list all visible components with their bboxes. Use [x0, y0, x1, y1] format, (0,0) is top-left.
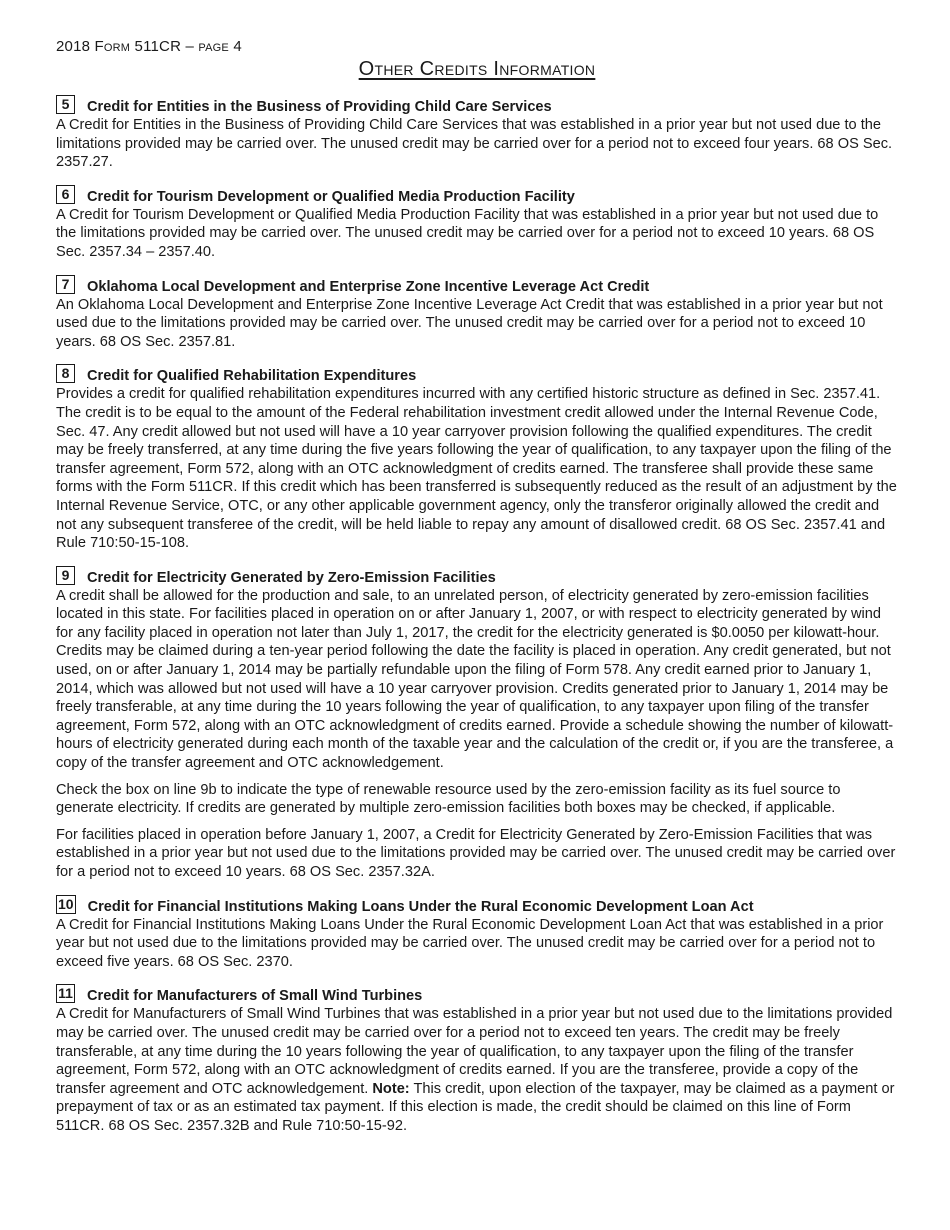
section-11	[56, 981, 898, 1135]
section-title: Credit for Qualified Rehabilitation Expenditures	[87, 368, 417, 385]
section-6	[56, 182, 898, 262]
section-heading	[56, 272, 898, 296]
paragraph-text: A Credit for Manufacturers of Small Wind Turbines that was established in a prior year but not used due to the limitations provided may be carried over. The unused credit may be carried over for a period not to exceed ten years. The credit may be freely transferable, at any time during the 10 years following the year of qualification, to any taxpayer upon the filing of the transfer agreement, Form 572, along with an OTC acknowledgment of credits earned. If you are the transferee, provide a copy of the transfer agreement and OTC acknowledgement.	[56, 1006, 893, 1097]
section-number-box: 9	[56, 566, 75, 585]
section-heading	[56, 92, 898, 116]
note-label: Note:	[372, 1080, 410, 1097]
section-number-box: 11	[56, 984, 75, 1003]
section-heading	[56, 981, 898, 1005]
section-9	[56, 563, 898, 882]
section-paragraph: Check the box on line 9b to indicate the type of renewable resource used by the zero-emission facility as its fuel source to generate electricity. If credits are generated by multiple zero-emission facilities both boxes may be checked, if applicable.	[56, 781, 841, 817]
section-paragraph: A Credit for Tourism Development or Qualified Media Production Facility that was established in a prior year but not used due to the limitations provided may be carried over. The unused credit may be carried over for a period not to exceed 10 years. 68 OS Sec. 2357.34 – 2357.40.	[56, 206, 879, 260]
section-number-box: 10	[58, 895, 74, 912]
section-title: Credit for Tourism Development or Qualified Media Production Facility	[87, 188, 575, 205]
section-title: Oklahoma Local Development and Enterprise Zone Incentive Leverage Act Credit	[87, 278, 650, 295]
section-heading	[56, 182, 898, 206]
section-number-box: 7	[56, 275, 75, 294]
section-number-box: 8	[56, 364, 75, 383]
section-paragraph: For facilities placed in operation before January 1, 2007, a Credit for Electricity Generated by Zero-Emission Facilities that was established in a prior year but not used due to the limitations provided may be carried over. The unused credit may be carried over for a period not to exceed 10 years. 68 OS Sec. 2357.32A.	[56, 826, 896, 880]
page-header	[56, 38, 898, 56]
section-paragraph: A Credit for Entities in the Business of Providing Child Care Services that was established in a prior year but not used due to the limitations provided may be carried over. The unused credit may be carried over for a period not to exceed four years. 68 OS Sec. 2357.27.	[56, 117, 893, 171]
section-title: Credit for Electricity Generated by Zero-Emission Facilities	[87, 569, 496, 586]
paragraph-text: This credit, upon election of the taxpayer, may be claimed as a payment or prepayment of tax or as an estimated tax payment. If this election is made, the credit should be claimed on this line of Form 511CR. 68 OS Sec. 2357.32B and Rule 710:50-15-92.	[56, 1080, 895, 1134]
section-title: Credit for Manufacturers of Small Wind Turbines	[87, 988, 423, 1005]
document-page	[56, 38, 898, 1136]
section-paragraph: Provides a credit for qualified rehabilitation expenditures incurred with any certified historic structure as defined in Sec. 2357.41. The credit is to be equal to the amount of the Federal rehabilitation investment credit allowed under the Internal Revenue Code, Sec. 47. Any credit allowed but not used will have a 10 year carryover provision following the qualified expenditures. The credit may be freely transferred, at any time during the five years following the year of qualification, to any taxpayer upon the filing of the transfer agreement, Form 572, along with an OTC acknowledgment of credits earned. The transferee shall provide these same forms with the Form 511CR. If this credit which has been transferred is subsequently reduced as the result of an adjustment by the Internal Revenue Service, OTC, or any other applicable government agency, only the transferor originally allowed the credit and not any subsequent transferee of the credit, will be held liable to repay any amount of disallowed credit. 68 OS Sec. 2357.41 and Rule 710:50-15-108.	[56, 386, 897, 552]
section-heading	[56, 563, 898, 587]
section-heading	[56, 361, 898, 385]
section-paragraph: An Oklahoma Local Development and Enterprise Zone Incentive Leverage Act Credit that was established in a prior year but not used due to the limitations provided may be carried over. The unused credit may be carried over for a period not to exceed 10 years. 68 OS Sec. 2357.81.	[56, 296, 883, 350]
section-paragraph	[56, 1005, 898, 1135]
section-10	[56, 892, 898, 972]
section-heading	[56, 892, 898, 916]
section-paragraph: A Credit for Financial Institutions Making Loans Under the Rural Economic Development Loan Act that was established in a prior year but not used due to the limitations provided may be carried over. The unused credit may be carried over for a period not to exceed five years. 68 OS Sec. 2370.	[56, 916, 884, 970]
section-number-box: 6	[56, 185, 75, 204]
form-page-label: Form 511CR – page 4	[94, 38, 242, 55]
section-title: Credit for Financial Institutions Making Loans Under the Rural Economic Development Loan Act	[87, 898, 754, 915]
section-5	[56, 92, 898, 172]
section-number-box: 5	[56, 95, 75, 114]
section-paragraph: A credit shall be allowed for the production and sale, to an unrelated person, of electricity generated by zero-emission facilities located in this state. For facilities placed in operation on or after January 1, 2007, or with respect to electricity generated by wind for any facility placed in operation not later than July 1, 2017, the credit for the electricity generated is $0.0050 per kilowatt-hour. Credits may be claimed during a ten-year period following the date the facility is placed in operation. Any credit generated, but not used, on or after January 1, 2014 may be partially refundable upon the filing of Form 578. Any credit earned prior to January 1, 2014, which was allowed but not used will have a 10 year carryover provision. Credits generated prior to January 1, 2014 may be freely transferable, at any time during the 10 years following the year of qualification, to any taxpayer upon filing of the transfer agreement, Form 572, along with an OTC acknowledgment of credits earned. Provide a schedule showing the number of kilowatt-hours of electricity generated during each month of the taxable year and the calculation of the credit or, if you are the transferee, a copy of the transfer agreement and OTC acknowledgement.	[56, 587, 894, 772]
section-8	[56, 361, 898, 552]
page-title: Other Credits Information	[358, 58, 596, 80]
section-7	[56, 272, 898, 352]
section-title: Credit for Entities in the Business of Providing Child Care Services	[87, 99, 552, 115]
form-year: 2018	[56, 38, 91, 55]
